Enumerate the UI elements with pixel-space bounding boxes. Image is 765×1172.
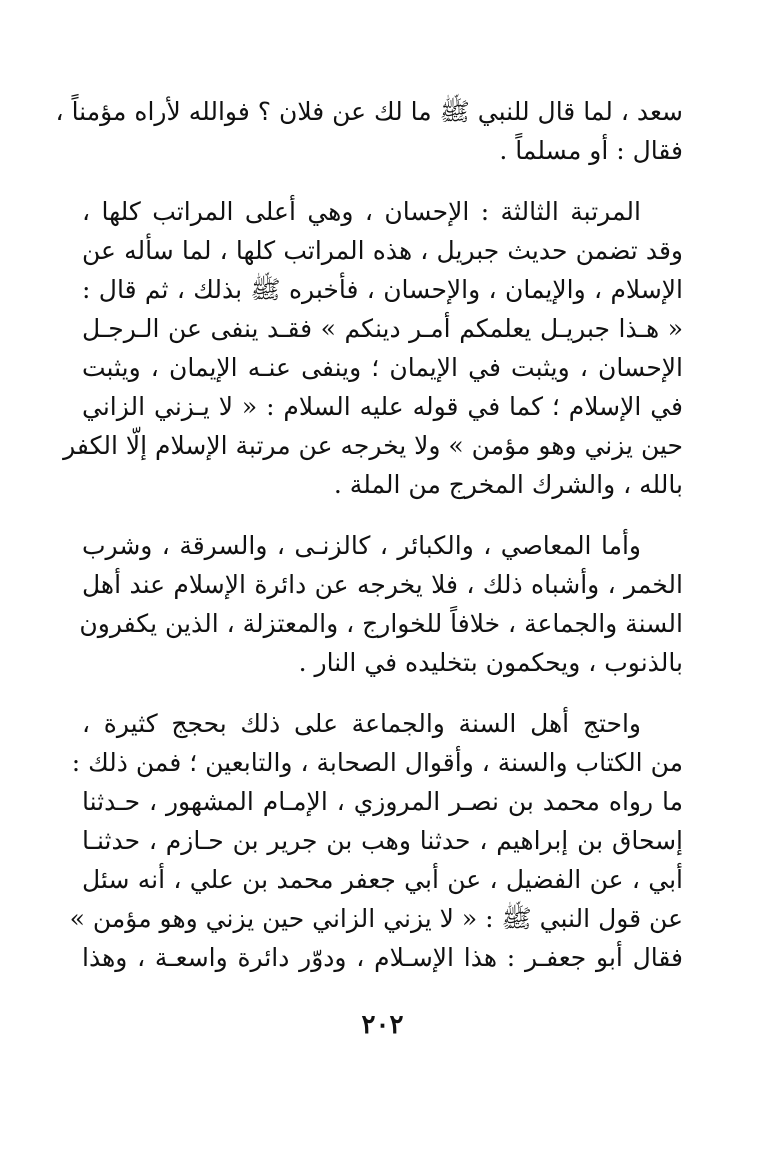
text-line: الخمر ، وأشباه ذلك ، فلا يخرجه عن دائرة الإسلام عند أهل bbox=[82, 570, 683, 599]
text-line: حين يزني وهو مؤمن » ولا يخرجه عن مرتبة الإسلام إلّا الكفر bbox=[63, 431, 683, 460]
text-line: « هـذا جبريـل يعلمكم أمـر دينكم » فقـد ينفى عن الـرجـل bbox=[82, 314, 683, 343]
text-line: عن قول النبي ﷺ : « لا يزني الزاني حين يزني وهو مؤمن » bbox=[69, 904, 683, 933]
text-line: بالله ، والشرك المخرج من الملة . bbox=[333, 470, 683, 499]
text-line: وقد تضمن حديث جبريل ، هذه المراتب كلها ، لما سأله عن bbox=[82, 236, 683, 265]
text-line: إسحاق بن إبراهيم ، حدثنا وهب بن جرير بن حـازم ، حدثنـا bbox=[82, 826, 683, 855]
paragraph-3 bbox=[79, 526, 683, 682]
text-line: السنة والجماعة ، خلافاً للخوارج ، والمعتزلة ، الذين يكفرون bbox=[79, 609, 683, 638]
text-line: بالذنوب ، ويحكمون بتخليده في النار . bbox=[298, 648, 683, 677]
text-line: سعد ، لما قال للنبي ﷺ ما لك عن فلان ؟ فوالله لأراه مؤمناً ، bbox=[55, 97, 683, 126]
text-line: أبي ، عن الفضيل ، عن أبي جعفر محمد بن علي ، أنه سئل bbox=[82, 865, 683, 894]
text-line: المرتبة الثالثة : الإحسان ، وهي أعلى المراتب كلها ، bbox=[82, 197, 641, 226]
text-line: وأما المعاصي ، والكبائر ، كالزنـى ، والسرقة ، وشرب bbox=[82, 531, 641, 560]
text-line: في الإسلام ؛ كما في قوله عليه السلام : « لا يـزني الزاني bbox=[82, 392, 683, 421]
text-line: ما رواه محمد بن نصـر المروزي ، الإمـام المشهور ، حـدثنا bbox=[82, 787, 683, 816]
page-number: ٢٠٢ bbox=[361, 1010, 404, 1040]
text-line: من الكتاب والسنة ، وأقوال الصحابة ، والتابعين ؛ فمن ذلك : bbox=[71, 748, 683, 777]
paragraph-4 bbox=[69, 704, 683, 977]
text-line: الإسلام ، والإيمان ، والإحسان ، فأخبره ﷺ بذلك ، ثم قال : bbox=[82, 275, 683, 304]
text-line: فقال أبو جعفـر : هذا الإسـلام ، ودوّر دائرة واسعـة ، وهذا bbox=[82, 943, 683, 972]
text-line: واحتج أهل السنة والجماعة على ذلك بحجج كثيرة ، bbox=[82, 709, 641, 738]
text-line: الإحسان ، ويثبت في الإيمان ؛ وينفى عنـه الإيمان ، ويثبت bbox=[82, 353, 683, 382]
text-line: فقال : أو مسلماً . bbox=[499, 136, 683, 165]
paragraph-2 bbox=[63, 192, 683, 504]
paragraph-1 bbox=[55, 92, 683, 170]
